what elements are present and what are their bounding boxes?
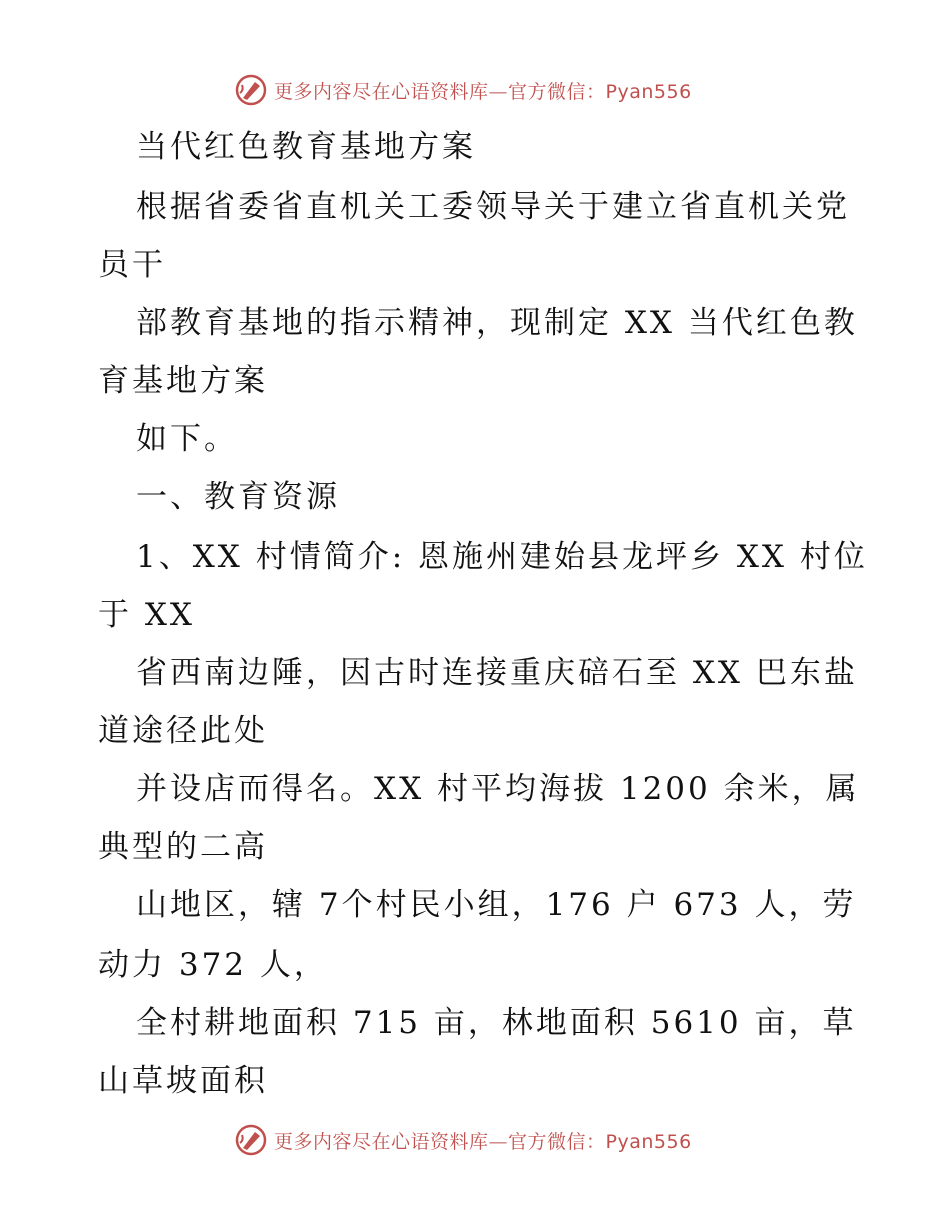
paragraph-line: 根据省委省直机关工委领导关于建立省直机关党	[136, 189, 850, 225]
paragraph-line: 动力 372 人，	[98, 947, 328, 983]
header-watermark	[0, 70, 950, 110]
paragraph-line: 部教育基地的指示精神，现制定 XX 当代红色教	[136, 305, 858, 341]
paragraph-line: 山地区，辖 7个村民小组，176 户 673 人，劳	[136, 887, 857, 923]
paragraph-line: 并设店而得名。XX 村平均海拔 1200 余米，属	[136, 771, 860, 807]
section-heading: 一、教育资源	[136, 479, 340, 515]
paragraph-line: 全村耕地面积 715 亩，林地面积 5610 亩，草	[136, 1005, 857, 1041]
paragraph-line: 道途径此处	[98, 713, 268, 749]
paragraph-line: 省西南边陲，因古时连接重庆碚石至 XX 巴东盐	[136, 655, 858, 691]
paragraph-line: 山草坡面积	[98, 1063, 268, 1099]
document-title: 当代红色教育基地方案	[136, 129, 476, 165]
paragraph-line: 育基地方案	[98, 363, 268, 399]
paragraph-line: 员干	[98, 247, 166, 283]
paragraph-line: 典型的二高	[98, 829, 268, 865]
footer-watermark	[0, 1120, 950, 1160]
pen-nib-logo-icon	[234, 1123, 268, 1157]
watermark-text: 更多内容尽在心语资料库—官方微信：Pyan556	[274, 1130, 692, 1153]
paragraph-line: 于 XX	[98, 597, 195, 633]
paragraph-line: 如下。	[136, 421, 238, 457]
pen-nib-logo-icon	[234, 73, 268, 107]
paragraph-line: 1、XX 村情简介: 恩施州建始县龙坪乡 XX 村位	[136, 539, 868, 575]
watermark-text: 更多内容尽在心语资料库—官方微信：Pyan556	[274, 80, 692, 103]
